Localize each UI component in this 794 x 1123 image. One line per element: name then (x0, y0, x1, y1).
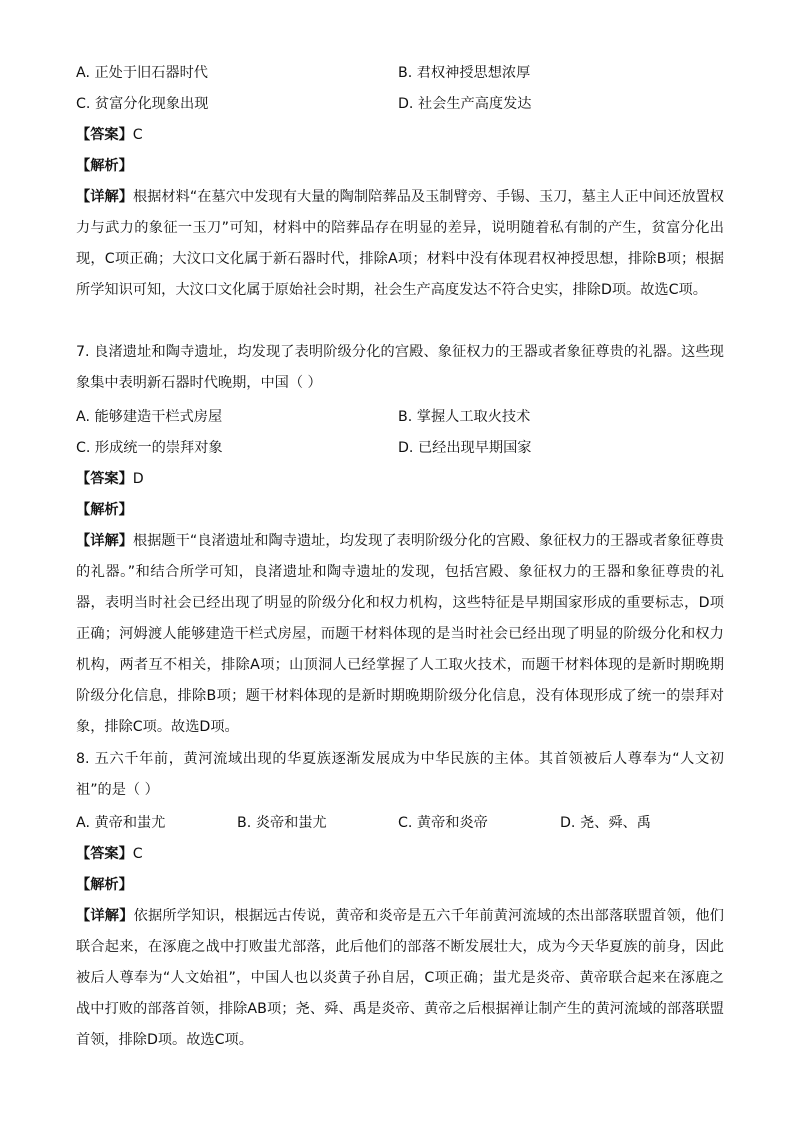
q6-detail-text: 根据材料“在墓穴中发现有大量的陶制陪葬品及玉制臂旁、手锡、玉刀，墓主人正中间还放置权力与武力的象征一玉刀”可知，材料中的陪葬品存在明显的差异，说明随着私有制的产生，贫富分化出现，C项正确；大汶口文化属于新石器时代，排除A项；材料中没有体现君权神授思想，排除B项；根据所学知识可知，大汶口文化属于原始社会时期，社会生产高度发达不符合史实，排除D项。故选C项。 (76, 189, 724, 298)
q7-option-b: B. 掌握人工取火技术 (398, 409, 531, 425)
q8-option-c: C. 黄帝和炎帝 (398, 815, 488, 831)
q6-detail (76, 182, 724, 306)
q8-option-b: B. 炎帝和蚩尤 (237, 815, 327, 831)
q8-option-d: D. 尧、舜、禹 (560, 815, 651, 831)
q7-analysis-tag: 【解析】 (76, 502, 133, 518)
q6-option-d: D. 社会生产高度发达 (398, 96, 532, 112)
q8-detail-text: 依据所学知识，根据远古传说，黄帝和炎帝是五六千年前黄河流域的杰出部落联盟首领，他们联合起来，在涿鹿之战中打败蚩尤部落，此后他们的部落不断发展壮大，成为今天华夏族的前身，因此被后人尊奉为“人文始祖”，中国人也以炎黄子孙自居，C项正确；蚩尤是炎帝、黄帝联合起来在涿鹿之战中打败的部落首领，排除AB项；尧、舜、禹是炎帝、黄帝之后根据禅让制产生的黄河流域的部落联盟首领，排除D项。故选C项。 (76, 908, 724, 1048)
q7-detail (76, 526, 724, 743)
q8-answer-line (76, 844, 143, 864)
q8-option-a: A. 黄帝和蚩尤 (76, 815, 166, 831)
detail-tag: 【详解】 (76, 533, 133, 549)
q7-answer: D (132, 471, 144, 487)
q7-answer-line (76, 469, 144, 489)
q7-option-a: A. 能够建造干栏式房屋 (76, 409, 223, 425)
q6-answer-line (76, 125, 143, 145)
q6-option-a: A. 正处于旧石器时代 (76, 65, 208, 81)
detail-tag: 【详解】 (76, 908, 134, 924)
answer-tag: 【答案】 (76, 471, 133, 487)
detail-tag: 【详解】 (76, 189, 133, 205)
q8-analysis-tag: 【解析】 (76, 877, 133, 893)
q6-analysis-tag: 【解析】 (76, 158, 133, 174)
q6-option-b: B. 君权神授思想浓厚 (398, 65, 531, 81)
q6-answer: C (132, 127, 143, 143)
q7-stem: 7. 良渚遗址和陶寺遗址，均发现了表明阶级分化的宫殿、象征权力的王器或者象征尊贵的礼器。这些现象集中表明新石器时代晚期，中国（ ） (76, 344, 724, 391)
q8-stem: 8. 五六千年前，黄河流域出现的华夏族逐渐发展成为中华民族的主体。其首领被后人尊奉为“人文初祖”的是（ ） (76, 751, 724, 798)
q7-option-d: D. 已经出现早期国家 (398, 440, 532, 456)
q7-option-c: C. 形成统一的崇拜对象 (76, 440, 223, 456)
q6-option-c: C. 贫富分化现象出现 (76, 96, 209, 112)
answer-tag: 【答案】 (76, 846, 133, 862)
q7-detail-text: 根据题干“良渚遗址和陶寺遗址，均发现了表明阶级分化的宫殿、象征权力的王器或者象征尊贵的礼器。”和结合所学可知，良渚遗址和陶寺遗址的发现，包括宫殿、象征权力的王器和象征尊贵的礼器，表明当时社会已经出现了明显的阶级分化和权力机构，这些特征是早期国家形成的重要标志，D项正确；河姆渡人能够建造干栏式房屋，而题干材料体现的是当时社会已经出现了明显的阶级分化和权力机构，两者互不相关，排除A项；山顶洞人已经掌握了人工取火技术，而题干材料体现的是新时期晚期阶级分化信息，排除B项；题干材料体现的是新时期晚期阶级分化信息，没有体现形成了统一的崇拜对象，排除C项。故选D项。 (76, 533, 724, 735)
q8-answer: C (132, 846, 143, 862)
q8-detail (76, 901, 724, 1056)
answer-tag: 【答案】 (76, 127, 133, 143)
